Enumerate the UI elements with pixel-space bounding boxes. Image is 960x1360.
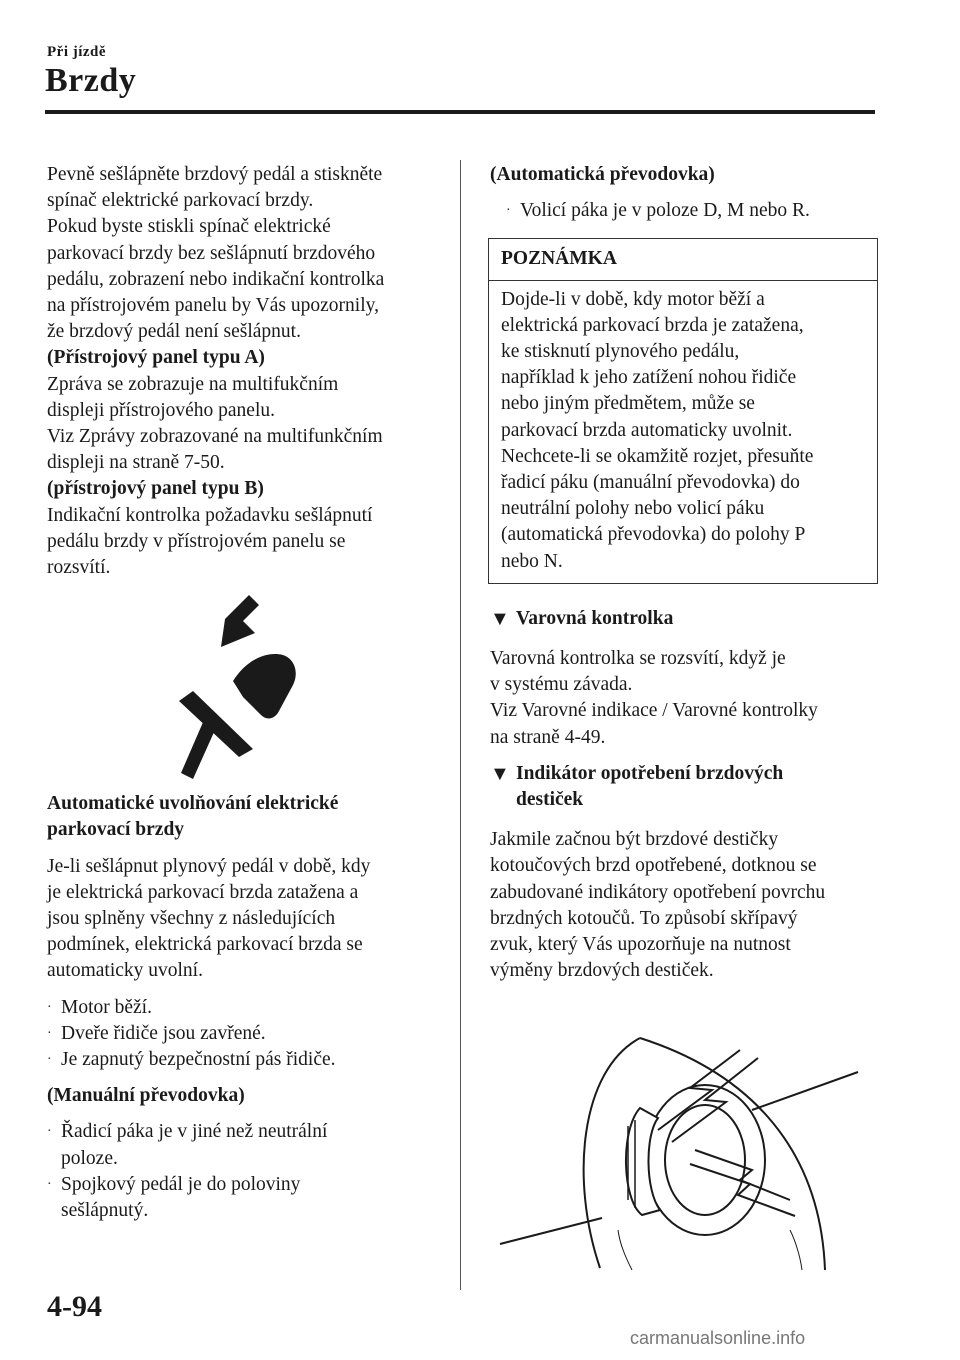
text-line: jsou splněny všechny z následujících xyxy=(47,908,336,930)
warning-paragraph xyxy=(490,646,878,751)
text-line: Zpráva se zobrazuje na multifukčním xyxy=(47,373,339,395)
text-line: automaticky uvolní. xyxy=(47,960,203,982)
intro-paragraph xyxy=(47,162,447,345)
heading-manual-transmission: (Manuální převodovka) xyxy=(47,1085,245,1107)
text-line: Pevně sešlápněte brzdový pedál a stiskněte xyxy=(47,164,383,185)
bullet-icon: · xyxy=(47,1124,52,1140)
list-item: · Volicí páka je v poloze D, M nebo R. xyxy=(490,198,878,224)
text-line: Viz Zprávy zobrazované na multifunkčním xyxy=(47,426,383,448)
text-line: rozsvítí. xyxy=(47,557,111,579)
text-line: Pokud byste stiskli spínač elektrické xyxy=(47,216,331,238)
text-line: na straně 4-49. xyxy=(490,726,606,748)
text-line: Viz Varovné indikace / Varovné kontrolky xyxy=(490,700,818,722)
text-line: že brzdový pedál není sešlápnut. xyxy=(47,321,301,343)
list-item: · Dveře řidiče jsou zavřené. xyxy=(47,1021,447,1047)
bullet-icon: · xyxy=(47,1052,52,1068)
text-line: Jakmile začnou být brzdové destičky xyxy=(490,829,779,851)
text-line: spínač elektrické parkovací brzdy. xyxy=(47,190,314,212)
list-item: · Řadicí páka je v jiné než neutrální poloze. xyxy=(47,1119,447,1171)
text-line: Dojde-li v době, kdy motor běží a xyxy=(501,288,765,310)
text-line: podmínek, elektrická parkovací brzda se xyxy=(47,934,363,956)
text-line: displeji na straně 7-50. xyxy=(47,452,225,474)
bullet-icon: · xyxy=(506,203,511,219)
heading-auto-release: parkovací brzdy xyxy=(47,819,185,841)
text-line: pedálu, zobrazení nebo indikační kontrolka xyxy=(47,268,385,290)
heading-pad-wear: ▼ Indikátor opotřebení brzdových destiček xyxy=(490,761,878,813)
heading-panel-b: (přístrojový panel typu B) xyxy=(47,478,264,500)
text-line: nebo jiným předmětem, může se xyxy=(501,393,755,415)
note-title: POZNÁMKA xyxy=(489,239,877,280)
text-line: výměny brzdových destiček. xyxy=(490,960,714,982)
text-line: brzdných kotoučů. To způsobí skřípavý xyxy=(490,907,798,929)
text-line: zabudované indikátory opotřebení povrchu xyxy=(490,881,826,903)
note-box xyxy=(488,238,878,583)
text-line: zvuk, který Vás upozorňuje na nutnost xyxy=(490,934,791,956)
text-line: elektrická parkovací brzda je zatažena, xyxy=(501,314,804,336)
column-divider xyxy=(460,160,461,1290)
text-line: Nechcete-li se okamžitě rozjet, přesuňte xyxy=(501,445,814,467)
triangle-down-icon: ▼ xyxy=(490,607,510,630)
note-body xyxy=(489,281,877,583)
heading-panel-a: (Přístrojový panel typu A) xyxy=(47,347,265,369)
page-number: 4-94 xyxy=(47,1290,102,1323)
text-line: kotoučových brzd opotřebené, dotknou se xyxy=(490,855,817,877)
triangle-down-icon: ▼ xyxy=(490,762,510,785)
list-item: · Je zapnutý bezpečnostní pás řidiče. xyxy=(47,1047,447,1073)
heading-auto-release: Automatické uvolňování elektrické xyxy=(47,793,339,815)
text-line: parkovací brzda automaticky uvolnit. xyxy=(501,419,793,441)
bullet-icon: · xyxy=(47,999,52,1015)
section-label: Při jízdě xyxy=(47,44,107,60)
list-item: · Spojkový pedál je do poloviny sešlápnutý. xyxy=(47,1172,447,1224)
text-line: nebo N. xyxy=(501,550,563,572)
text-line: neutrální polohy nebo volicí páku xyxy=(501,498,765,520)
text-line: Varovná kontrolka se rozsvítí, když je xyxy=(490,648,786,670)
watermark: carmanualsonline.info xyxy=(630,1328,806,1348)
text-line: Indikační kontrolka požadavku sešlápnutí xyxy=(47,504,373,526)
bullet-icon: · xyxy=(47,1176,52,1192)
header-rule xyxy=(45,110,875,114)
text-line: v systému závada. xyxy=(490,674,633,696)
text-line: ke stisknutí plynového pedálu, xyxy=(501,341,740,363)
text-line: řadicí páku (manuální převodovka) do xyxy=(501,472,800,494)
text-line: je elektrická parkovací brzda zatažena a xyxy=(47,881,359,903)
bullet-icon: · xyxy=(47,1025,52,1041)
text-line: na přístrojovém panelu by Vás upozornily, xyxy=(47,295,379,317)
right-column xyxy=(490,162,878,984)
pad-wear-paragraph xyxy=(490,827,878,984)
brake-pedal-indicator-icon xyxy=(47,581,447,781)
auto-release-paragraph xyxy=(47,854,447,985)
left-column xyxy=(47,162,447,1224)
panel-a-paragraph xyxy=(47,372,447,477)
list-item: · Motor běží. xyxy=(47,995,447,1021)
brake-disc-illustration xyxy=(490,1030,875,1280)
page-title: Brzdy xyxy=(45,62,137,99)
text-line: Je-li sešlápnut plynový pedál v době, kdy xyxy=(47,855,371,877)
text-line: například k jeho zatížení nohou řidiče xyxy=(501,367,797,389)
heading-warning-light: ▼ Varovná kontrolka xyxy=(490,606,878,632)
heading-automatic-transmission: (Automatická převodovka) xyxy=(490,164,715,185)
panel-b-paragraph xyxy=(47,503,447,582)
text-line: (automatická převodovka) do polohy P xyxy=(501,524,806,546)
text-line: parkovací brzdy bez sešlápnutí brzdového xyxy=(47,242,376,264)
text-line: displeji přístrojového panelu. xyxy=(47,399,276,421)
text-line: pedálu brzdy v přístrojovém panelu se xyxy=(47,530,346,552)
